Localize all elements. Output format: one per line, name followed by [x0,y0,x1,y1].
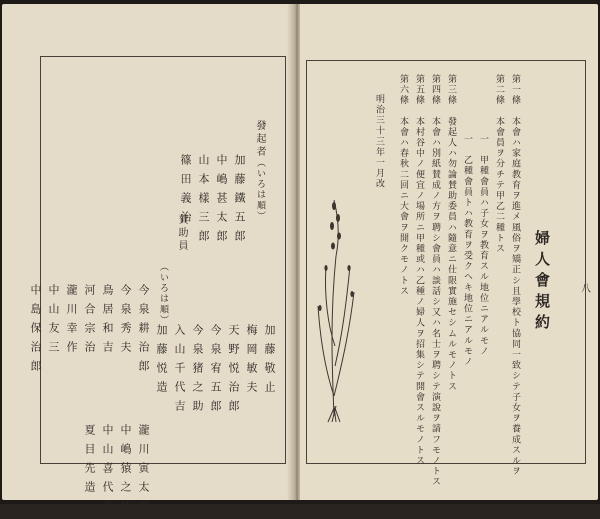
article-line: 一 甲種會員ハ子女ヲ教育スル地位ニアルモノ [478,134,488,357]
supporter-name: 梅岡敏夫 [245,324,258,400]
article-line: 一 乙種會員トハ教育ヲ受クヘキ地位ニアルモノ [462,134,472,368]
supporter-name: 天野悦治郎 [227,324,240,419]
supporter-name: 加藤悦造 [155,324,168,400]
article-line: 第四條 本會ハ別紙賛成ノ方ヲ聘シ會員ハ談話シ又ハ名士ヲ聘シテ演說ヲ請フモノトス [430,74,440,488]
promoters-note: （いろは順） [255,158,265,222]
supporter-name: 中山友三 [47,284,60,360]
supporter-name: 今泉猪之助 [191,324,204,419]
supporters-note: （いろは順） [158,262,168,326]
supporter-name: 今泉耕治郎 [137,284,150,379]
supporter-name: 今泉宥五郎 [209,324,222,419]
supporter-name: 中嶋猿之助 [119,424,132,519]
article-line: 第三條 發起人ハ勿論賛助委員ハ隨意ニ仕限實施セシムルモノトス [446,74,456,392]
supporter-name: 中島保治郎 [29,284,42,379]
article-line: 第五條 本村谷中ノ便宜ノ場所ニ甲種或ハ乙種ノ婦人ヲ招集シテ開會スルモノトス [414,74,424,467]
supporter-name: 中山喜代作 [101,424,114,519]
supporter-name: 入山千代吉 [173,324,186,419]
supporter-name: 鳥居和吉 [101,284,114,360]
supporters-heading: 賛助員 [176,214,187,253]
rules-title: 婦人會規約 [533,230,551,335]
promoter-name: 中嶋甚太郎 [215,154,228,249]
supporter-name: 瀧川幸作 [65,284,78,360]
promoter-name: 篠田義治 [179,154,192,230]
left-page [2,4,294,519]
supporter-name: 河合宗治 [83,284,96,360]
promoter-name: 山本樣三郎 [197,154,210,249]
promoter-name: 加藤鐵五郎 [233,154,246,249]
supporter-name: 夏目先造 [83,424,96,500]
supporter-name: 加藤敬止 [263,324,276,400]
supporter-name: 今泉秀夫 [119,284,132,360]
article-line: 第六條 本會ハ春秋二回ニ大會ヲ開クモノトス [398,74,408,297]
article-line: 第二條 本會員ヲ分チテ甲乙二種トス [494,74,504,255]
promoters-heading: 發起者 [254,120,265,159]
supporter-name: 瀧川寅太郎 [137,424,150,519]
article-line: 第一條 本會ハ家庭教育ヲ進メ風俗ヲ矯正シ且學校ト協同一致シテ子女ヲ養成スルヲ [510,74,520,477]
left-page-border [40,56,286,464]
page-number: 八 [581,284,591,295]
revision-date: 明治三十三年一月改 [374,94,384,190]
grass-illustration [310,196,358,424]
